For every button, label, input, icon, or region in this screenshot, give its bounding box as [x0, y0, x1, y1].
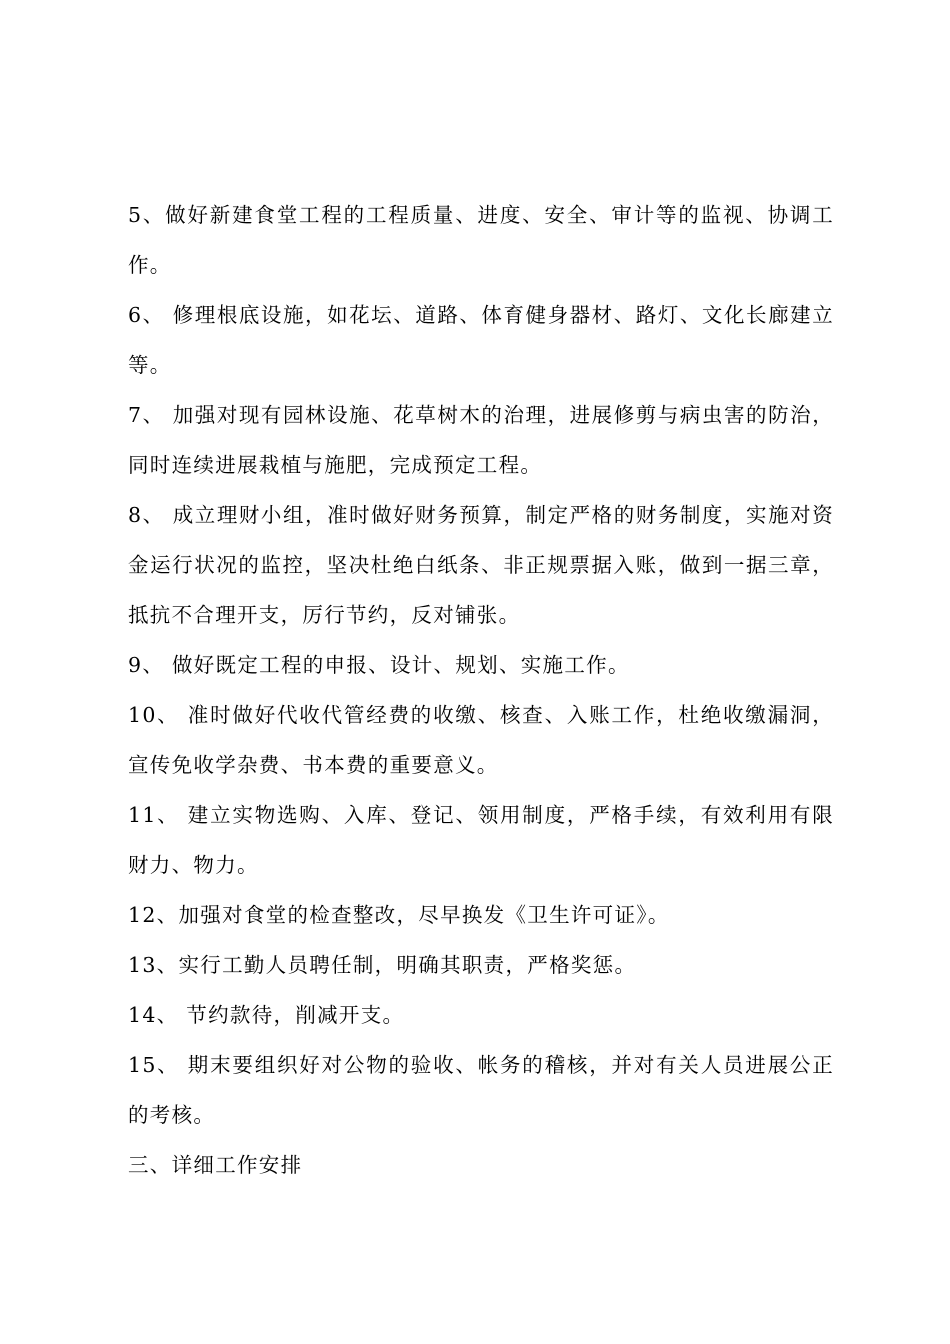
document-body [128, 190, 834, 1190]
item-7-paragraph: 7、 加强对现有园林设施、花草树木的治理，进展修剪与病虫害的防治，同时连续进展栽植与施肥，完成预定工程。 [128, 403, 834, 477]
item-15-paragraph: 15、 期末要组织好对公物的验收、帐务的稽核，并对有关人员进展公正的考核。 [128, 1053, 834, 1127]
item-12-paragraph: 12、加强对食堂的检查整改，尽早换发《卫生许可证》。 [128, 903, 670, 927]
item-14-paragraph: 14、 节约款待，削减开支。 [128, 1003, 405, 1027]
item-5-paragraph: 5、做好新建食堂工程的工程质量、进度、安全、审计等的监视、协调工作。 [128, 203, 834, 277]
item-13-paragraph: 13、实行工勤人员聘任制，明确其职责，严格奖惩。 [128, 953, 637, 977]
item-6-paragraph: 6、 修理根底设施，如花坛、道路、体育健身器材、路灯、文化长廊建立等。 [128, 303, 834, 377]
section-three-heading: 三、详细工作安排 [128, 1153, 303, 1177]
item-11-paragraph: 11、 建立实物选购、入库、登记、领用制度，严格手续，有效利用有限财力、物力。 [128, 803, 834, 877]
item-9-paragraph: 9、 做好既定工程的申报、设计、规划、实施工作。 [128, 653, 630, 677]
item-10-paragraph: 10、 准时做好代收代管经费的收缴、核查、入账工作，杜绝收缴漏洞，宣传免收学杂费、书本费的重要意义。 [128, 703, 834, 777]
item-8-paragraph: 8、 成立理财小组，准时做好财务预算，制定严格的财务制度，实施对资金运行状况的监控，坚决杜绝白纸条、非正规票据入账，做到一据三章，抵抗不合理开支，厉行节约，反对铺张。 [128, 503, 834, 627]
